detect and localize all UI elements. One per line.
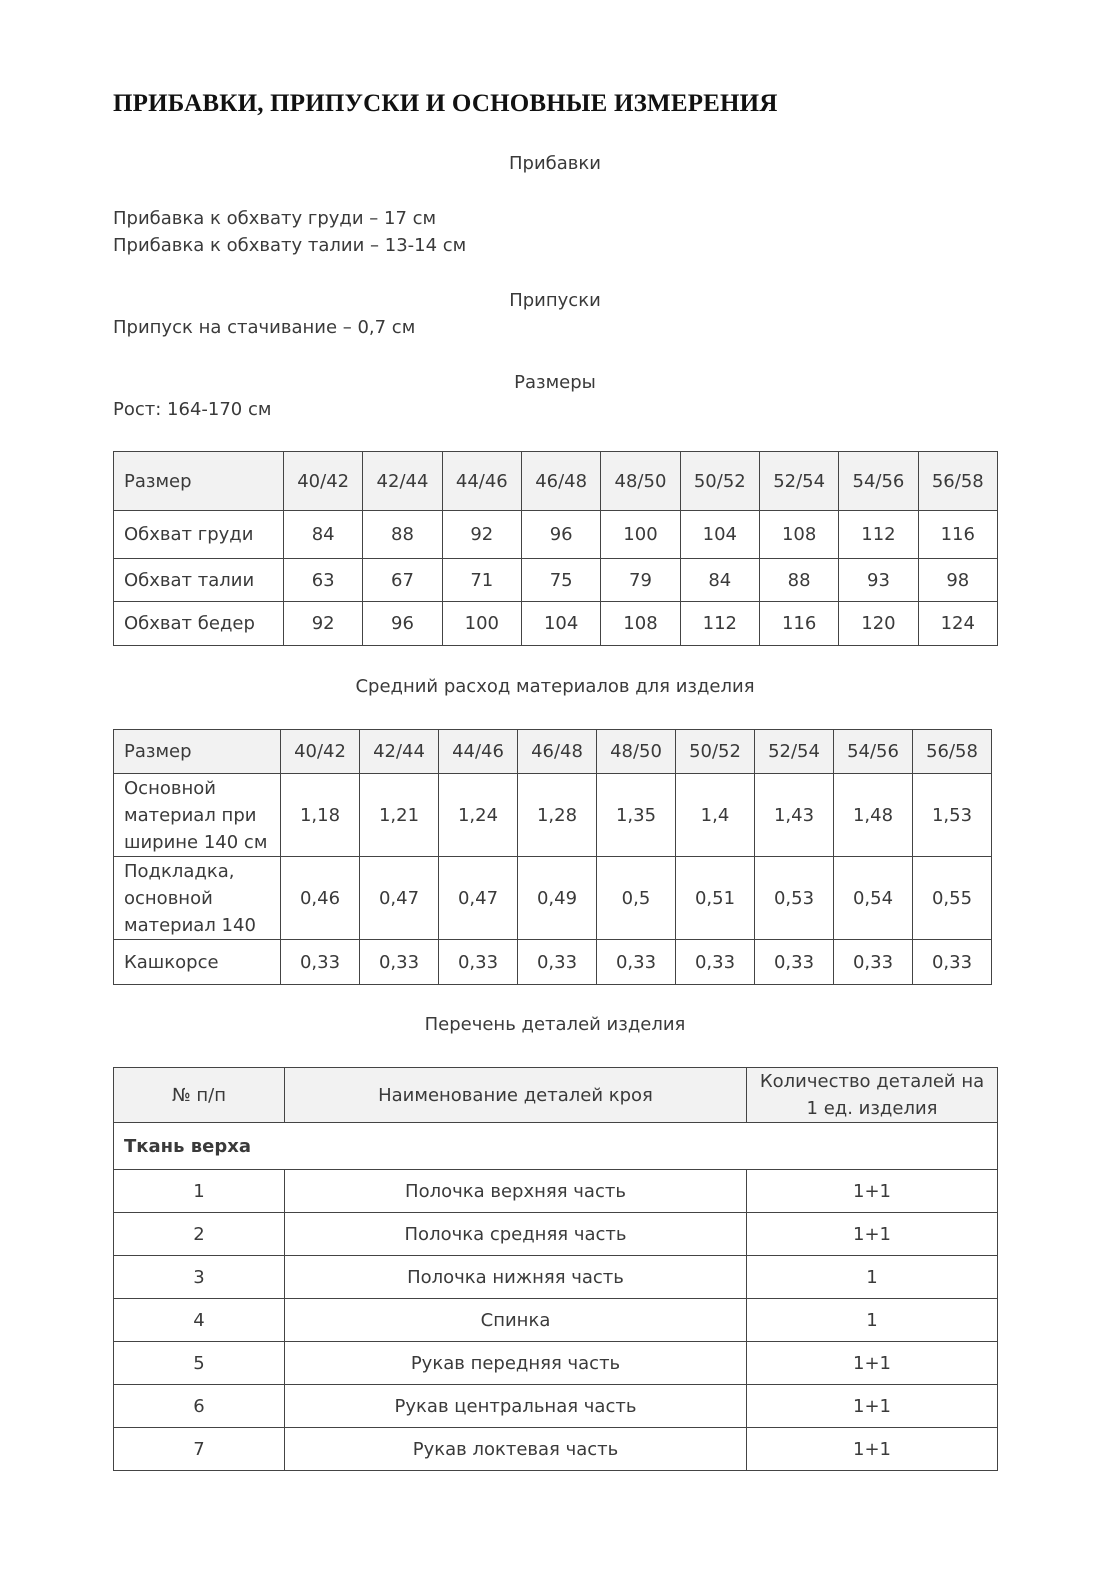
sizes-header-cell: 54/56 [839,452,918,511]
table-cell: 1,53 [913,774,992,857]
table-cell: 0,33 [597,940,676,985]
table-cell: 79 [601,559,680,602]
part-number: 3 [114,1256,285,1299]
part-name: Полочка средняя часть [285,1213,747,1256]
part-name: Рукав локтевая часть [285,1428,747,1471]
table-cell: 104 [521,602,600,646]
table-cell: 0,53 [755,857,834,940]
part-name: Полочка нижняя часть [285,1256,747,1299]
table-cell: 1,48 [834,774,913,857]
allowance-waist: Прибавка к обхвату талии – 13-14 см [113,235,467,256]
table-cell: 1,35 [597,774,676,857]
parts-header-row [114,1068,998,1123]
part-quantity: 1+1 [747,1170,998,1213]
row-label-line: материал при [124,804,257,826]
part-number: 1 [114,1170,285,1213]
part-number: 7 [114,1428,285,1471]
seam-allowance: Припуск на стачивание – 0,7 см [113,317,416,338]
table-cell: 104 [680,511,759,559]
table-row [114,602,998,646]
table-cell: 100 [601,511,680,559]
table-cell: 0,33 [518,940,597,985]
table-cell: 1,18 [281,774,360,857]
sizes-header-cell: 46/48 [521,452,600,511]
parts-header-name: Наименование деталей кроя [285,1068,747,1123]
parts-table [113,1067,998,1471]
height-range: Рост: 164-170 см [113,399,272,420]
row-label-line: основной [124,887,213,909]
table-cell: 1,24 [439,774,518,857]
table-row [114,940,992,985]
table-cell: 71 [442,559,521,602]
part-name: Рукав центральная часть [285,1385,747,1428]
table-cell: 108 [601,602,680,646]
parts-header-num: № п/п [114,1068,285,1123]
part-number: 2 [114,1213,285,1256]
sizes-heading: Размеры [514,372,596,393]
table-row [114,1256,998,1299]
parts-heading: Перечень деталей изделия [424,1014,686,1035]
table-cell: 1,28 [518,774,597,857]
row-label-line: Основной [124,777,216,799]
table-row [114,1213,998,1256]
part-number: 5 [114,1342,285,1385]
table-cell: 0,33 [281,940,360,985]
table-row [114,857,992,940]
table-cell: 120 [839,602,918,646]
table-cell: 84 [680,559,759,602]
material-heading: Средний расход материалов для изделия [355,676,755,697]
table-cell: 108 [759,511,838,559]
table-cell: 0,47 [360,857,439,940]
parts-group-row [114,1123,998,1170]
table-cell: 0,33 [834,940,913,985]
table-cell: 0,33 [913,940,992,985]
table-cell: 75 [521,559,600,602]
material-header-cell: 46/48 [518,730,597,774]
sizes-header-cell: 56/58 [918,452,997,511]
table-row [114,559,998,602]
table-cell: 0,54 [834,857,913,940]
table-cell: 0,49 [518,857,597,940]
table-cell: 96 [363,602,442,646]
table-cell: 0,46 [281,857,360,940]
material-header-cell: 54/56 [834,730,913,774]
material-header-cell: Размер [114,730,281,774]
table-cell: 84 [284,511,363,559]
sizes-header-cell: 50/52 [680,452,759,511]
page-title: ПРИБАВКИ, ПРИПУСКИ И ОСНОВНЫЕ ИЗМЕРЕНИЯ [113,90,778,117]
part-number: 4 [114,1299,285,1342]
material-header-cell: 40/42 [281,730,360,774]
table-row [114,1385,998,1428]
seam-heading: Припуски [509,290,601,311]
table-cell: 92 [284,602,363,646]
table-cell: 0,51 [676,857,755,940]
sizes-header-cell: 42/44 [363,452,442,511]
sizes-table [113,451,998,646]
part-number: 6 [114,1385,285,1428]
part-name: Полочка верхняя часть [285,1170,747,1213]
table-cell: 100 [442,602,521,646]
material-header-row [114,730,992,774]
table-cell: 88 [363,511,442,559]
part-name: Рукав передняя часть [285,1342,747,1385]
table-cell: 0,5 [597,857,676,940]
sizes-header-cell: 48/50 [601,452,680,511]
table-cell: 88 [759,559,838,602]
table-row [114,774,992,857]
table-row [114,1170,998,1213]
material-header-cell: 44/46 [439,730,518,774]
table-cell: 0,33 [360,940,439,985]
part-name: Спинка [285,1299,747,1342]
table-cell: 1,43 [755,774,834,857]
part-quantity: 1+1 [747,1385,998,1428]
table-cell: 96 [521,511,600,559]
part-quantity: 1 [747,1299,998,1342]
sizes-header-cell: 40/42 [284,452,363,511]
table-cell: 1,4 [676,774,755,857]
table-cell: 112 [839,511,918,559]
table-cell: 0,33 [439,940,518,985]
material-table [113,729,992,985]
sizes-header-row [114,452,998,511]
table-cell: 0,47 [439,857,518,940]
parts-group-label: Ткань верха [114,1123,998,1170]
part-quantity: 1+1 [747,1213,998,1256]
table-cell: 92 [442,511,521,559]
table-row [114,1428,998,1471]
table-row [114,511,998,559]
material-header-cell: 52/54 [755,730,834,774]
allowances-heading: Прибавки [509,153,601,174]
material-header-cell: 48/50 [597,730,676,774]
material-header-cell: 56/58 [913,730,992,774]
table-cell: 116 [759,602,838,646]
allowance-chest: Прибавка к обхвату груди – 17 см [113,208,437,229]
sizes-header-cell: Размер [114,452,284,511]
parts-header-qty-line: Количество деталей на [759,1071,985,1092]
row-label-line: Подкладка, [124,860,235,882]
parts-header-qty [747,1068,998,1123]
table-cell: 67 [363,559,442,602]
table-cell: 0,33 [676,940,755,985]
part-quantity: 1+1 [747,1428,998,1471]
row-label: Обхват бедер [114,602,284,646]
table-cell: 98 [918,559,997,602]
part-quantity: 1+1 [747,1342,998,1385]
sizes-header-cell: 52/54 [759,452,838,511]
table-cell: 116 [918,511,997,559]
table-cell: 63 [284,559,363,602]
row-label-line: Кашкорсе [124,951,219,973]
table-cell: 1,21 [360,774,439,857]
table-cell: 124 [918,602,997,646]
part-quantity: 1 [747,1256,998,1299]
row-label [114,940,281,985]
parts-header-qty-line: 1 ед. изделия [806,1098,938,1119]
row-label [114,857,281,940]
row-label: Обхват груди [114,511,284,559]
sizes-header-cell: 44/46 [442,452,521,511]
table-cell: 0,33 [755,940,834,985]
table-row [114,1299,998,1342]
material-header-cell: 42/44 [360,730,439,774]
table-cell: 93 [839,559,918,602]
row-label-line: ширине 140 см [124,831,268,853]
row-label [114,774,281,857]
table-cell: 112 [680,602,759,646]
table-cell: 0,55 [913,857,992,940]
material-header-cell: 50/52 [676,730,755,774]
row-label: Обхват талии [114,559,284,602]
table-row [114,1342,998,1385]
row-label-line: материал 140 [124,914,256,936]
